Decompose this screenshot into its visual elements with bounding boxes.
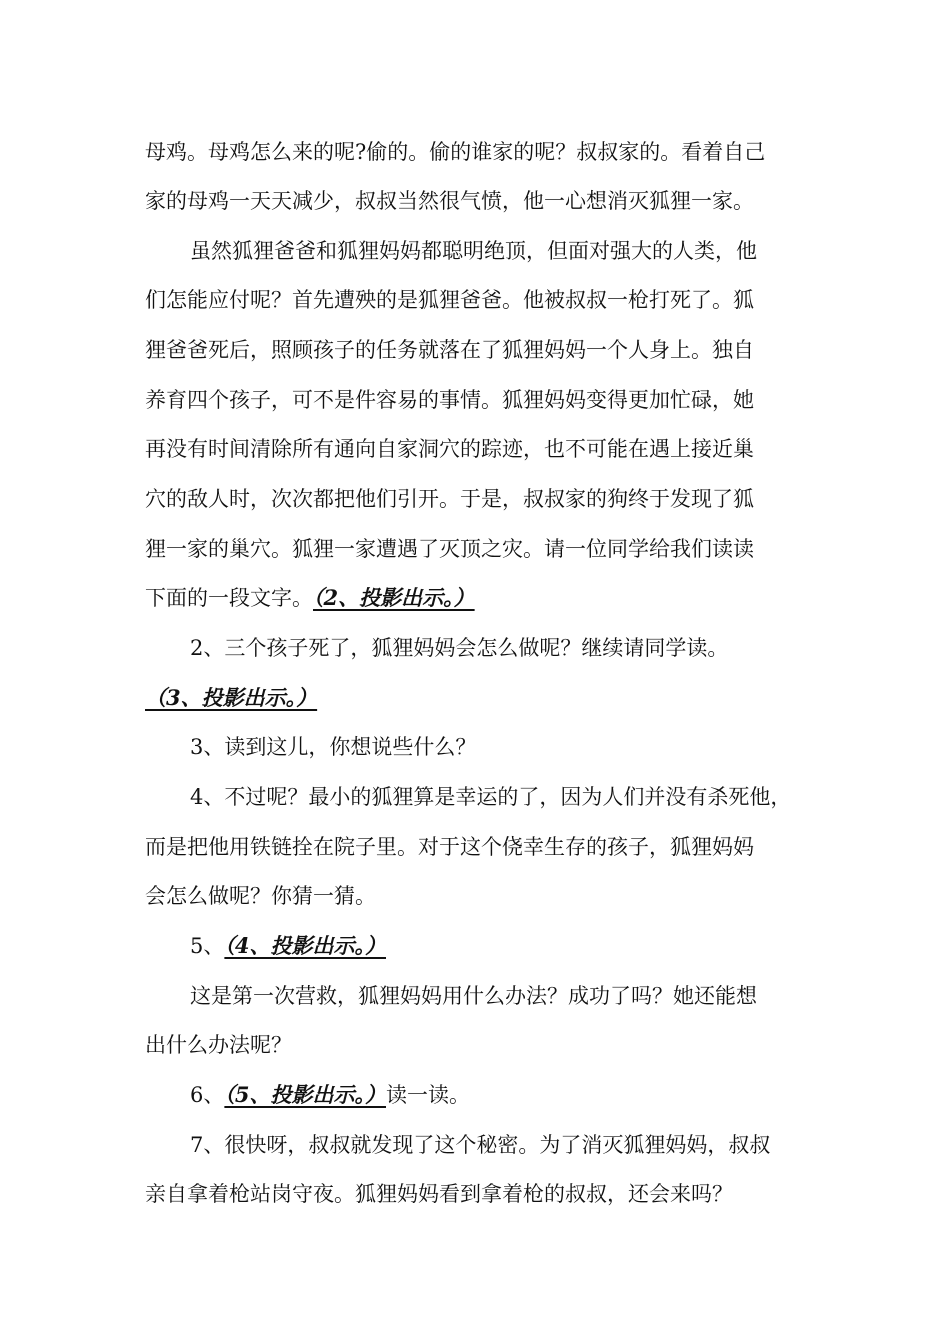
text-line: 母鸡。母鸡怎么来的呢?偷的。偷的谁家的呢？叔叔家的。看着自己: [145, 140, 766, 164]
text-line: 狸爸爸死后，照顾孩子的任务就落在了狐狸妈妈一个人身上。独自: [145, 338, 754, 362]
text-line: 而是把他用铁链拴在院子里。对于这个侥幸生存的孩子，狐狸妈妈: [145, 835, 754, 859]
text-line: 4、不过呢？最小的狐狸算是幸运的了，因为人们并没有杀死他，: [190, 785, 792, 809]
projection-note: （3、投影出示。）: [145, 685, 318, 710]
text-line: 2、三个孩子死了，狐狸妈妈会怎么做呢？继续请同学读。: [190, 636, 729, 660]
line-text: 6、: [190, 1083, 225, 1107]
line-text: 下面的一段文字。: [145, 586, 313, 610]
text-line: 穴的敌人时，次次都把他们引开。于是，叔叔家的狗终于发现了狐: [145, 487, 754, 511]
text-line: 3、读到这儿，你想说些什么？: [190, 735, 477, 759]
text-line: 这是第一次营救，狐狸妈妈用什么办法？成功了吗？她还能想: [190, 984, 757, 1008]
text-line: 们怎能应付呢？首先遭殃的是狐狸爸爸。他被叔叔一枪打死了。狐: [145, 288, 754, 312]
text-line: 虽然狐狸爸爸和狐狸妈妈都聪明绝顶，但面对强大的人类，他: [190, 239, 757, 263]
text-line: [145, 683, 815, 713]
text-line: 出什么办法呢？: [145, 1033, 292, 1057]
text-line: 7、很快呀，叔叔就发现了这个秘密。为了消灭狐狸妈妈，叔叔: [190, 1133, 771, 1157]
text-line: 狸一家的巢穴。狐狸一家遭遇了灭顶之灾。请一位同学给我们读读: [145, 537, 754, 561]
text-line: 亲自拿着枪站岗守夜。狐狸妈妈看到拿着枪的叔叔，还会来吗？: [145, 1182, 733, 1206]
text-line: 养育四个孩子，可不是件容易的事情。狐狸妈妈变得更加忙碌，她: [145, 388, 754, 412]
text-line: 会怎么做呢？你猜一猜。: [145, 884, 376, 908]
text-line: [190, 1080, 860, 1110]
line-text: 5、: [190, 934, 225, 958]
projection-note: （5、投影出示。）: [224, 1082, 386, 1107]
text-line: [190, 931, 860, 961]
projection-note: （4、投影出示。）: [224, 933, 386, 958]
projection-note: （2、投影出示。）: [313, 585, 475, 610]
line-text-after: 读一读。: [386, 1083, 470, 1107]
text-line: [145, 583, 815, 613]
text-line: 家的母鸡一天天减少，叔叔当然很气愤，他一心想消灭狐狸一家。: [145, 189, 754, 213]
text-line: 再没有时间清除所有通向自家洞穴的踪迹，也不可能在遇上接近巢: [145, 437, 754, 461]
